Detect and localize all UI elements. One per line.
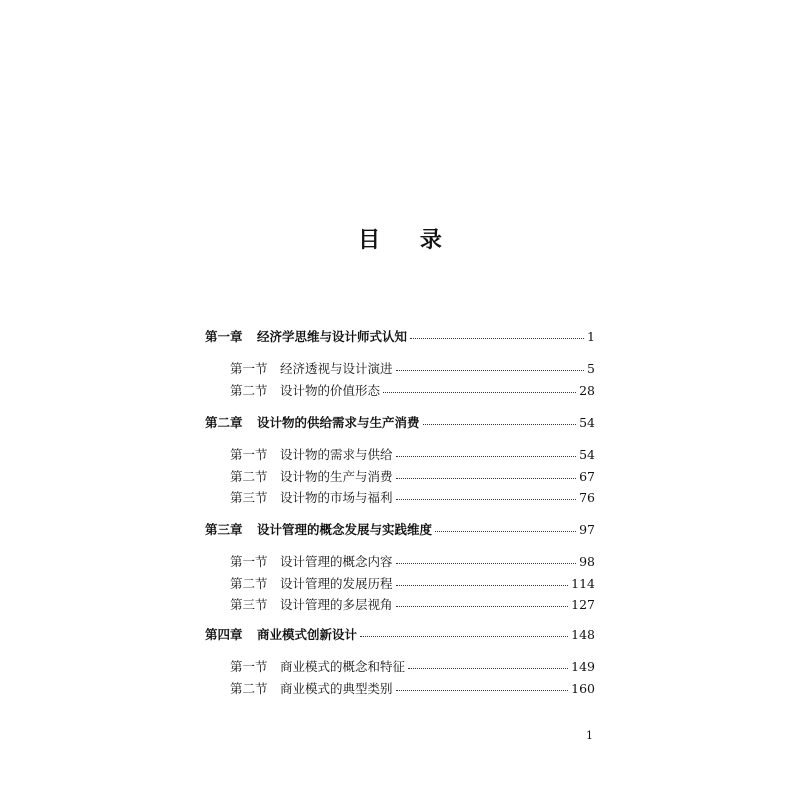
toc-chapter-entry[interactable] (205, 412, 595, 432)
page-number: 54 (579, 446, 595, 462)
section-title: 设计管理的发展历程 (280, 576, 393, 591)
page-number: 54 (579, 414, 595, 430)
page-number: 1 (587, 328, 595, 344)
toc-section-entry[interactable] (230, 444, 595, 464)
dot-leader (396, 466, 577, 486)
dot-leader (396, 678, 569, 698)
page-number: 148 (571, 626, 595, 642)
page-number: 97 (579, 521, 595, 537)
section-title: 经济透视与设计演进 (280, 361, 393, 376)
toc-section-entry[interactable] (230, 594, 595, 614)
dot-leader (396, 594, 569, 614)
chapter-title: 设计物的供给需求与生产消费 (257, 415, 420, 430)
section-title: 设计物的生产与消费 (280, 469, 393, 484)
toc-section-entry[interactable] (230, 678, 595, 698)
section-number: 第三节 (230, 597, 268, 612)
toc-chapter-entry[interactable] (205, 326, 595, 346)
page-number: 114 (571, 575, 595, 591)
page-number: 160 (571, 680, 595, 696)
section-title: 商业模式的典型类别 (280, 681, 393, 696)
toc-section-entry[interactable] (230, 656, 595, 676)
dot-leader (423, 412, 577, 432)
dot-leader (435, 519, 576, 539)
section-title: 设计管理的多层视角 (280, 597, 393, 612)
dot-leader (396, 358, 585, 378)
toc-section-entry[interactable] (230, 573, 595, 593)
section-number: 第一节 (230, 659, 268, 674)
page-number: 76 (579, 489, 595, 505)
section-title: 商业模式的概念和特征 (280, 659, 406, 674)
toc-section-entry[interactable] (230, 380, 595, 400)
page-number: 98 (579, 553, 595, 569)
section-number: 第二节 (230, 681, 268, 696)
page-number: 67 (579, 468, 595, 484)
page-number: 149 (571, 658, 595, 674)
toc-section-entry[interactable] (230, 551, 595, 571)
chapter-number: 第一章 (205, 329, 243, 344)
dot-leader (396, 551, 577, 571)
chapter-number: 第二章 (205, 415, 243, 430)
dot-leader (383, 380, 576, 400)
section-title: 设计物的价值形态 (280, 383, 381, 398)
section-number: 第三节 (230, 490, 268, 505)
toc-section-entry[interactable] (230, 358, 595, 378)
dot-leader (360, 624, 568, 644)
section-number: 第二节 (230, 383, 268, 398)
section-title: 设计管理的概念内容 (280, 554, 393, 569)
section-number: 第二节 (230, 576, 268, 591)
chapter-number: 第四章 (205, 627, 243, 642)
chapter-number: 第三章 (205, 522, 243, 537)
toc-section-entry[interactable] (230, 487, 595, 507)
dot-leader (396, 573, 569, 593)
dot-leader (396, 444, 577, 464)
page-number: 5 (587, 360, 595, 376)
chapter-title: 设计管理的概念发展与实践维度 (257, 522, 433, 537)
dot-leader (408, 656, 568, 676)
page-number: 127 (571, 596, 595, 612)
toc-chapter-entry[interactable] (205, 624, 595, 644)
chapter-title: 商业模式创新设计 (257, 627, 358, 642)
dot-leader (410, 326, 584, 346)
section-title: 设计物的市场与福利 (280, 490, 393, 505)
section-number: 第一节 (230, 447, 268, 462)
section-number: 第二节 (230, 469, 268, 484)
toc-section-entry[interactable] (230, 466, 595, 486)
toc-title: 目 录 (358, 228, 458, 253)
section-title: 设计物的需求与供给 (280, 447, 393, 462)
section-number: 第一节 (230, 554, 268, 569)
dot-leader (396, 487, 577, 507)
page-number: 28 (579, 382, 595, 398)
section-number: 第一节 (230, 361, 268, 376)
toc-chapter-entry[interactable] (205, 519, 595, 539)
chapter-title: 经济学思维与设计师式认知 (257, 329, 408, 344)
page-folio-number: 1 (586, 729, 593, 742)
